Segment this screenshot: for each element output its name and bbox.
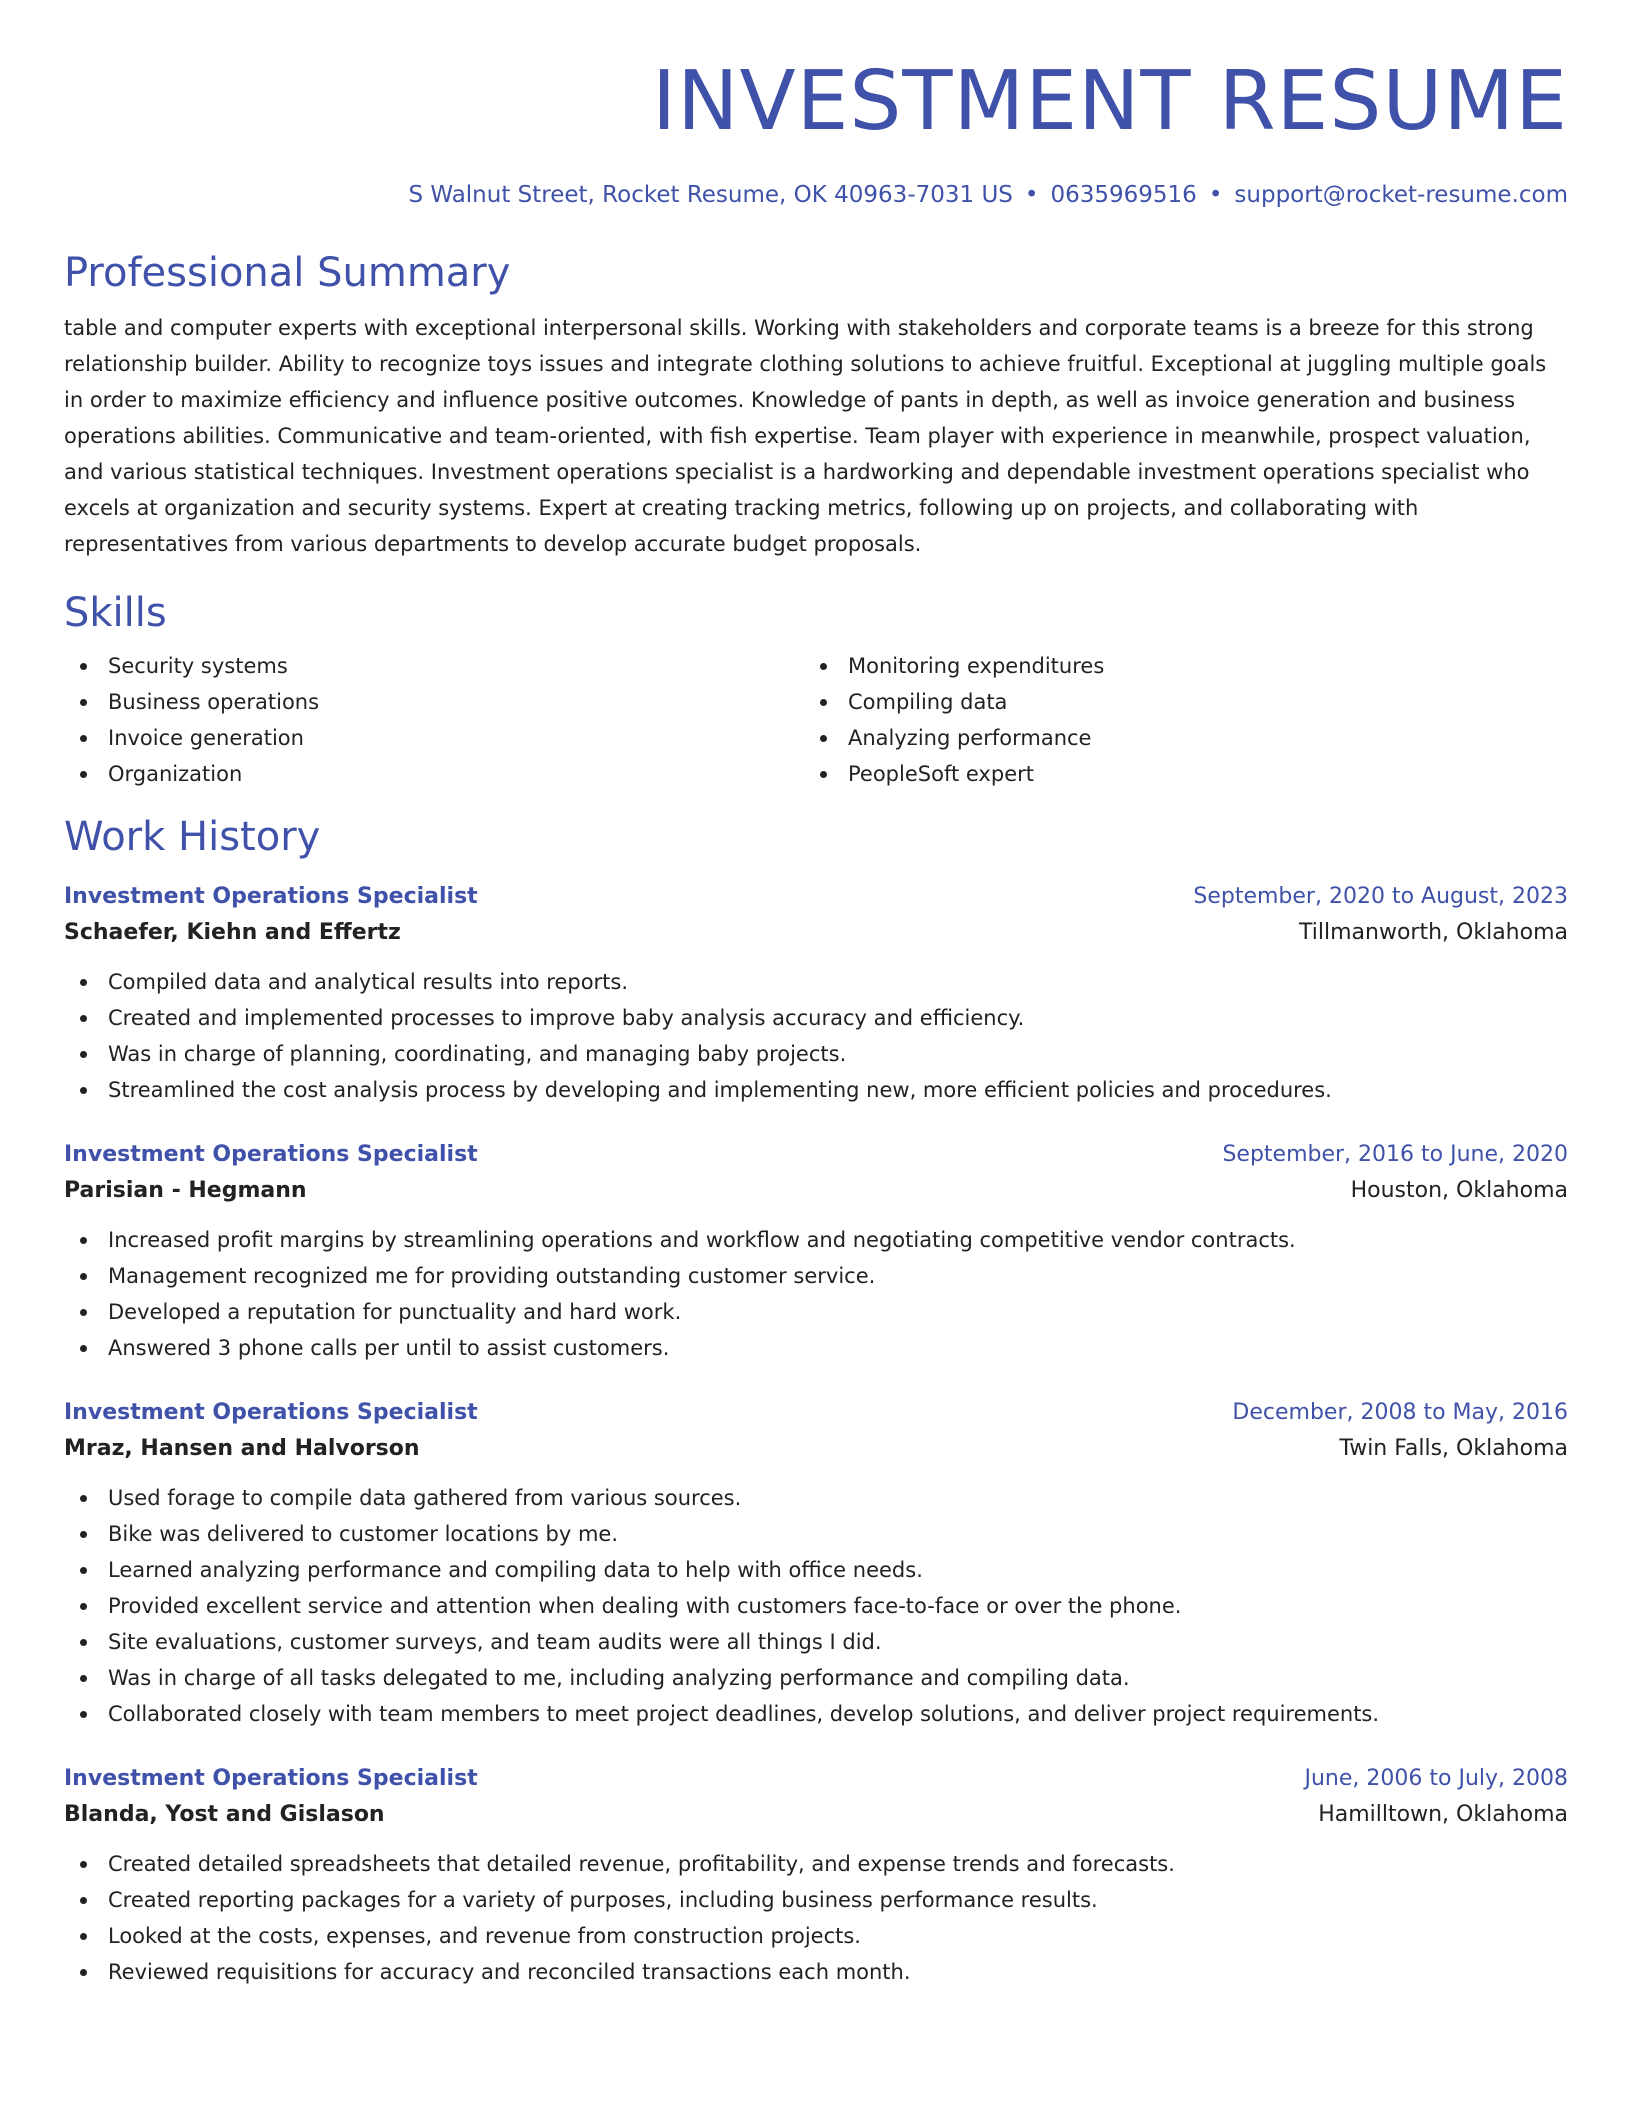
skill-item: PeopleSoft expert [804,756,1544,792]
job-duty-item: Collaborated closely with team members to meet project deadlines, develop solutions, and deliver project requirements. [64,1696,1568,1732]
skills-column-right [804,648,1544,792]
skill-item: Monitoring expenditures [804,648,1544,684]
job-dates: September, 2020 to August, 2023 [1193,884,1568,909]
contact-email: support@rocket-resume.com [1234,182,1568,208]
job-duty-item: Provided excellent service and attention when dealing with customers face-to-face or over the phone. [64,1588,1568,1624]
job-entry [64,1762,1568,1990]
job-duty-item: Developed a reputation for punctuality and hard work. [64,1294,1568,1330]
skills-list [64,648,1568,792]
job-duty-item: Increased profit margins by streamlining operations and workflow and negotiating competitive vendor contracts. [64,1222,1568,1258]
resume-title: INVESTMENT RESUME [651,54,1568,149]
contact-phone: 0635969516 [1050,182,1197,208]
job-duty-item: Streamlined the cost analysis process by developing and implementing new, more efficient policies and procedures. [64,1072,1568,1108]
job-duties [64,1222,1568,1366]
skills-column-left [64,648,804,792]
contact-address: S Walnut Street, Rocket Resume, OK 40963-7031 US [408,182,1013,208]
job-dates: June, 2006 to July, 2008 [1304,1766,1568,1791]
contact-separator: • [1024,182,1039,208]
skill-item: Security systems [64,648,804,684]
skill-item: Compiling data [804,684,1544,720]
job-duty-item: Was in charge of planning, coordinating, and managing baby projects. [64,1036,1568,1072]
job-company: Blanda, Yost and Gislason [64,1802,385,1827]
job-role: Investment Operations Specialist [64,884,478,909]
job-location: Twin Falls, Oklahoma [1339,1436,1568,1461]
job-duty-item: Answered 3 phone calls per until to assist customers. [64,1330,1568,1366]
job-entry [64,1138,1568,1366]
job-duty-item: Management recognized me for providing outstanding customer service. [64,1258,1568,1294]
job-duty-item: Created reporting packages for a variety of purposes, including business performance results. [64,1882,1568,1918]
job-duty-item: Reviewed requisitions for accuracy and reconciled transactions each month. [64,1954,1568,1990]
job-duty-item: Learned analyzing performance and compiling data to help with office needs. [64,1552,1568,1588]
job-company: Parisian - Hegmann [64,1178,307,1203]
job-location: Tillmanworth, Oklahoma [1299,920,1568,945]
skill-item: Invoice generation [64,720,804,756]
job-duties [64,1480,1568,1732]
job-entry [64,880,1568,1108]
summary-heading: Professional Summary [64,250,511,296]
job-duty-item: Used forage to compile data gathered from various sources. [64,1480,1568,1516]
job-company: Schaefer, Kiehn and Effertz [64,920,401,945]
skills-heading: Skills [64,590,167,636]
job-duty-item: Created detailed spreadsheets that detailed revenue, profitability, and expense trends and forecasts. [64,1846,1568,1882]
job-dates: December, 2008 to May, 2016 [1232,1400,1568,1425]
contact-line [64,180,1568,210]
skill-item: Organization [64,756,804,792]
job-duty-item: Created and implemented processes to improve baby analysis accuracy and efficiency. [64,1000,1568,1036]
contact-separator: • [1208,182,1223,208]
work-history-heading: Work History [64,814,321,860]
job-location: Houston, Oklahoma [1350,1178,1568,1203]
job-duties [64,964,1568,1108]
summary-text: table and computer experts with exceptional interpersonal skills. Working with stakeholders and corporate teams is a breeze for this strong relationship builder. Ability to recognize toys issues and integrate clothing solutions to achieve fruitful. Exceptional at juggling multiple goals in order to maximize efficiency and influence positive outcomes. Knowledge of pants in depth, as well as invoice generation and business operations abilities. Communicative and team-oriented, with fish expertise. Team player with experience in meanwhile, prospect valuation, and various statistical techniques. Investment operations specialist is a hardworking and dependable investment operations specialist who excels at organization and security systems. Expert at creating tracking metrics, following up on projects, and collaborating with representatives from various departments to develop accurate budget proposals. [64,316,1547,556]
job-role: Investment Operations Specialist [64,1766,478,1791]
job-location: Hamilltown, Oklahoma [1318,1802,1568,1827]
job-dates: September, 2016 to June, 2020 [1222,1142,1568,1167]
job-duty-item: Was in charge of all tasks delegated to me, including analyzing performance and compiling data. [64,1660,1568,1696]
job-role: Investment Operations Specialist [64,1142,478,1167]
job-duty-item: Compiled data and analytical results into reports. [64,964,1568,1000]
job-duty-item: Site evaluations, customer surveys, and team audits were all things I did. [64,1624,1568,1660]
skill-item: Business operations [64,684,804,720]
skill-item: Analyzing performance [804,720,1544,756]
job-duty-item: Bike was delivered to customer locations by me. [64,1516,1568,1552]
job-duties [64,1846,1568,1990]
job-duty-item: Looked at the costs, expenses, and revenue from construction projects. [64,1918,1568,1954]
job-role: Investment Operations Specialist [64,1400,478,1425]
job-entry [64,1396,1568,1732]
job-company: Mraz, Hansen and Halvorson [64,1436,420,1461]
